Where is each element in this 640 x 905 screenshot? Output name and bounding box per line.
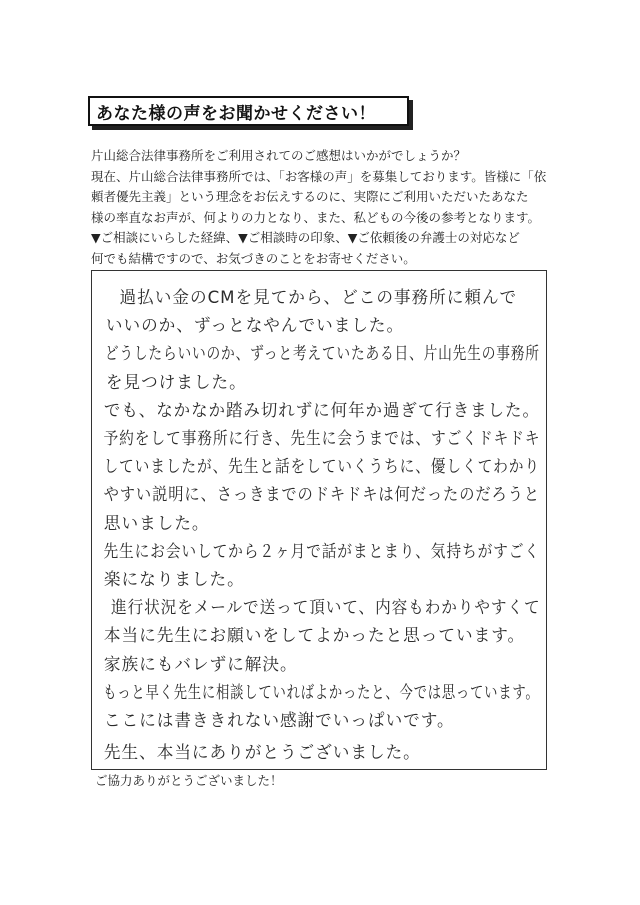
letter-line: やすい説明に、さっきまでのドキドキは何だったのだろうと [103, 485, 541, 506]
intro-line: 何でも結構ですので、お気づきのことをお寄せください。 [91, 250, 416, 266]
letter-line: 先生、本当にありがとうございました。 [103, 743, 421, 764]
intro-line: 頼者優先主義」という理念をお伝えするのに、実際にご利用いただいたあなた [91, 189, 529, 204]
intro-line: 片山総合法律事務所をご利用されてのご感想はいかがでしょうか？ [91, 148, 467, 163]
letter-line: 予約をして事務所に行き、先生に会うまでは、すごくドキドキ [103, 429, 541, 450]
title-box [88, 96, 409, 126]
letter-line: 先生にお会いしてから２ヶ月で話がまとまり、気持ちがすごく [103, 541, 540, 562]
letter-line: 家族にもバレずに解決。 [103, 654, 298, 675]
handwritten-letter [100, 284, 550, 767]
intro-line: 様の率直なお声が、何よりの力となり、また、私どもの今後の参考となります。 [91, 209, 541, 225]
closing-text: ご協力ありがとうございました！ [95, 773, 283, 788]
page-title: あなた様の声をお聞かせください！ [96, 103, 376, 124]
letter-line: を見つけました。 [105, 372, 247, 393]
letter-line: もっと早く先生に相談していればよかったと、今では思っています。 [103, 682, 540, 703]
intro-line: ▼ご相談にいらした経緯、▼ご相談時の印象、▼ご依頼後の弁護士の対応など [91, 230, 520, 245]
letter-line: でも、なかなか踏み切れずに何年か過ぎて行きました。 [103, 400, 540, 421]
intro-text [91, 146, 561, 269]
letter-line: いいのか、ずっとなやんでいました。 [105, 316, 405, 337]
intro-line: 現在、片山総合法律事務所では、「お客様の声」を募集しております。皆様に「依 [91, 168, 547, 184]
letter-line: ここには書ききれない感謝でいっぱいです。 [103, 711, 455, 732]
letter-line: どうしたらいいのか、ずっと考えていたある日、片山先生の事務所 [104, 344, 540, 365]
letter-line: していましたが、先生と話をしていくうちに、優しくてわかり [103, 457, 540, 478]
letter-line: 楽になりました。 [103, 570, 245, 591]
letter-line: 思いました。 [103, 513, 210, 534]
letter-line: 進行状況をメールで送って頂いて、内容もわかりやすくて [111, 598, 541, 619]
letter-line: 過払い金のCMを見てから、どこの事務所に頼んで [119, 288, 518, 308]
letter-line: 本当に先生にお願いをしてよかったと思っています。 [103, 626, 526, 647]
